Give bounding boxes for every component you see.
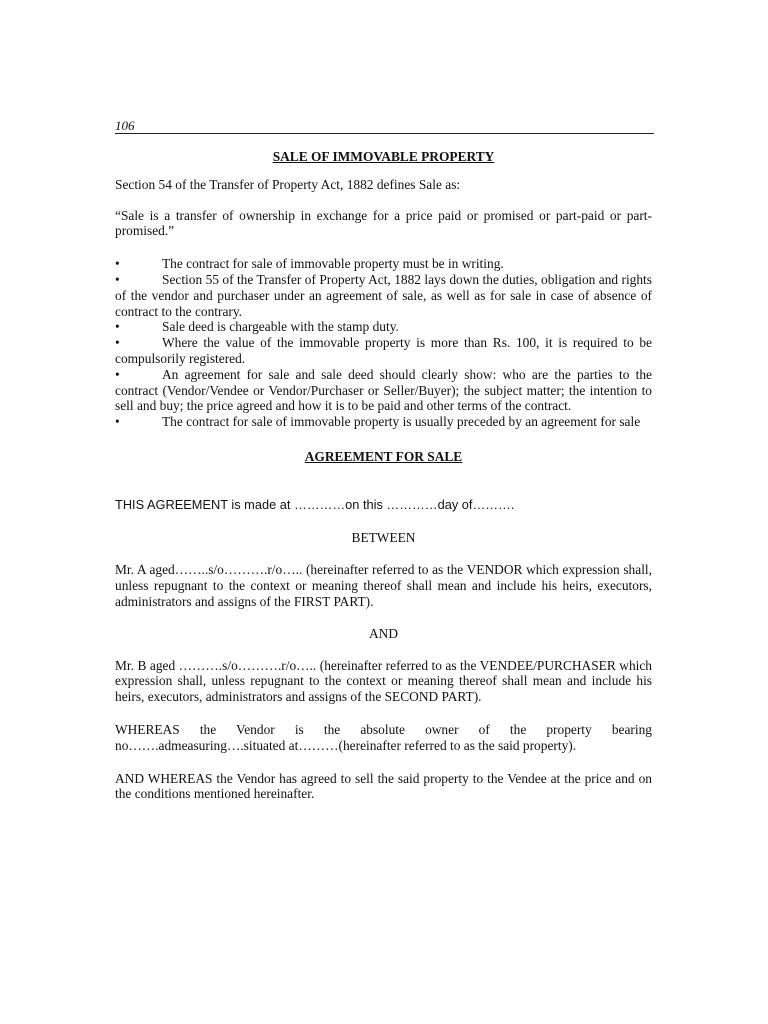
intro-paragraph: Section 54 of the Transfer of Property Act, 1882 defines Sale as: — [115, 176, 461, 192]
party-a-paragraph: Mr. A aged……..s/o……….r/o….. (hereinafter referred to as the VENDOR which expression shall, unless repugnant to the context or meaning thereof shall mean and include his heirs, executors, administrators and assigns of the FIRST PART). — [115, 562, 652, 609]
bullet-dot: • — [115, 256, 120, 272]
bullet-dot: • — [115, 335, 120, 351]
bullet-item: • The contract for sale of immovable property is usually preceded by an agreement for sale — [115, 414, 641, 430]
and-label: AND — [368, 625, 398, 641]
sale-definition: “Sale is a transfer of ownership in exchange for a price paid or promised or part-paid or part-promised.” — [115, 207, 652, 239]
bullet-dot: • — [115, 319, 120, 335]
agreement-opening: THIS AGREEMENT is made at …………on this …………day of………. — [115, 496, 515, 512]
page-number: 106 — [115, 118, 135, 133]
whereas-paragraph-2: AND WHEREAS the Vendor has agreed to sell the said property to the Vendee at the price and on the conditions mentioned hereinafter. — [115, 770, 652, 802]
bullet-item: • An agreement for sale and sale deed should clearly show: who are the parties to the contract (Vendor/Vendee or Vendor/Purchaser or Seller/Buyer); the subject matter; the intention to sell and buy; the price agreed and how it is to be paid and other terms of the contract. — [115, 366, 652, 414]
bullet-list — [115, 256, 652, 430]
page-content — [115, 149, 652, 802]
bullet-dot: • — [115, 414, 120, 430]
page-title: SALE OF IMMOVABLE PROPERTY — [272, 149, 495, 164]
bullet-item: • The contract for sale of immovable property must be in writing. — [115, 256, 504, 272]
between-label: BETWEEN — [351, 529, 416, 545]
party-b-paragraph: Mr. B aged ……….s/o……….r/o….. (hereinafter referred to as the VENDEE/PURCHASER which expression shall, unless repugnant to the context or meaning thereof shall mean and include his heirs, executors, administrators and assigns of the SECOND PART). — [115, 657, 652, 705]
bullet-dot: • — [115, 271, 120, 287]
bullet-item: • Where the value of the immovable property is more than Rs. 100, it is required to be compulsorily registered. — [115, 335, 652, 366]
bullet-item: • Section 55 of the Transfer of Property Act, 1882 lays down the duties, obligation and rights of the vendor and purchaser under an agreement of sale, as well as for sale in case of absence of contract to the contrary. — [115, 271, 652, 319]
bullet-item: • Sale deed is chargeable with the stamp duty. — [115, 319, 399, 335]
bullet-dot: • — [115, 366, 120, 382]
header-rule — [115, 133, 654, 134]
whereas-paragraph-1: WHEREAS the Vendor is the absolute owner of the property bearing no…….admeasuring….situated at………(hereinafter referred to as the said property). — [115, 721, 652, 753]
agreement-heading: AGREEMENT FOR SALE — [304, 448, 463, 464]
